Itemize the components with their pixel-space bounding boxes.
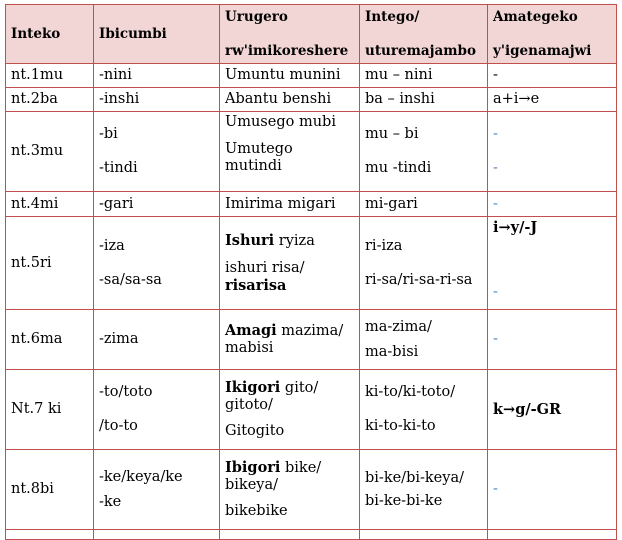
cell-urugero: Amagi mazima/ mabisi [220,310,360,370]
cell-inteko: nt.4mi [6,192,94,217]
cell-inteko: nt.8bi [6,450,94,530]
table-row [6,112,617,192]
cell-urugero: Imirima migari [220,192,360,217]
cell-intego: mi-gari [360,192,488,217]
cell-amategeko: - [488,192,617,217]
cell-intego: ki-to/ki-toto/ ki-to-ki-to [360,370,488,450]
table-row [6,64,617,88]
cell-ibicumbi: -iza -sa/sa-sa [94,217,220,310]
table-row [6,88,617,112]
cell-ibicumbi: -to/toto /to-to [94,370,220,450]
table-row [6,192,617,217]
cell-amategeko: - - [488,112,617,192]
header-urugero: Urugero rw'imikoreshere [220,5,360,64]
cell-inteko: nt.5ri [6,217,94,310]
cell-amategeko: - [488,310,617,370]
table-row [6,370,617,450]
cell-urugero: Ikigori gito/ gitoto/ Gitogito [220,370,360,450]
cell-inteko: Nt.7 ki [6,370,94,450]
cell-inteko: nt.6ma [6,310,94,370]
cell-urugero: Umusego mubi Umutego mutindi [220,112,360,192]
cell-ibicumbi: -bi -tindi [94,112,220,192]
header-inteko: Inteko [6,5,94,64]
cell-amategeko: - [488,64,617,88]
cell-ibicumbi: -zima [94,310,220,370]
table-row [6,450,617,530]
header-intego: Intego/ uturemajambo [360,5,488,64]
header-row [6,5,617,64]
cell-empty [360,530,488,540]
header-amategeko: Amategeko y'igenamajwi [488,5,617,64]
cell-intego: mu – bi mu -tindi [360,112,488,192]
header-ibicumbi: Ibicumbi [94,5,220,64]
table-row [6,530,617,540]
cell-intego: mu – nini [360,64,488,88]
cell-amategeko: k→g/-GR [488,370,617,450]
cell-urugero: Umuntu munini [220,64,360,88]
cell-empty [220,530,360,540]
cell-ibicumbi: -nini [94,64,220,88]
table-row [6,217,617,310]
cell-urugero: Ibigori bike/ bikeya/ bikebike [220,450,360,530]
cell-empty [6,530,94,540]
cell-inteko: nt.2ba [6,88,94,112]
cell-urugero: Ishuri ryiza ishuri risa/ risarisa [220,217,360,310]
cell-empty [488,530,617,540]
cell-ibicumbi: -ke/keya/ke -ke [94,450,220,530]
cell-urugero: Abantu benshi [220,88,360,112]
cell-intego: ba – inshi [360,88,488,112]
cell-empty [94,530,220,540]
table-row [6,310,617,370]
noun-class-table [5,4,617,540]
cell-intego: ri-iza ri-sa/ri-sa-ri-sa [360,217,488,310]
cell-amategeko: a+i→e [488,88,617,112]
cell-intego: bi-ke/bi-keya/ bi-ke-bi-ke [360,450,488,530]
cell-amategeko: i→y/-J - [488,217,617,310]
cell-amategeko: - [488,450,617,530]
cell-ibicumbi: -inshi [94,88,220,112]
cell-inteko: nt.3mu [6,112,94,192]
cell-ibicumbi: -gari [94,192,220,217]
cell-intego: ma-zima/ ma-bisi [360,310,488,370]
cell-inteko: nt.1mu [6,64,94,88]
